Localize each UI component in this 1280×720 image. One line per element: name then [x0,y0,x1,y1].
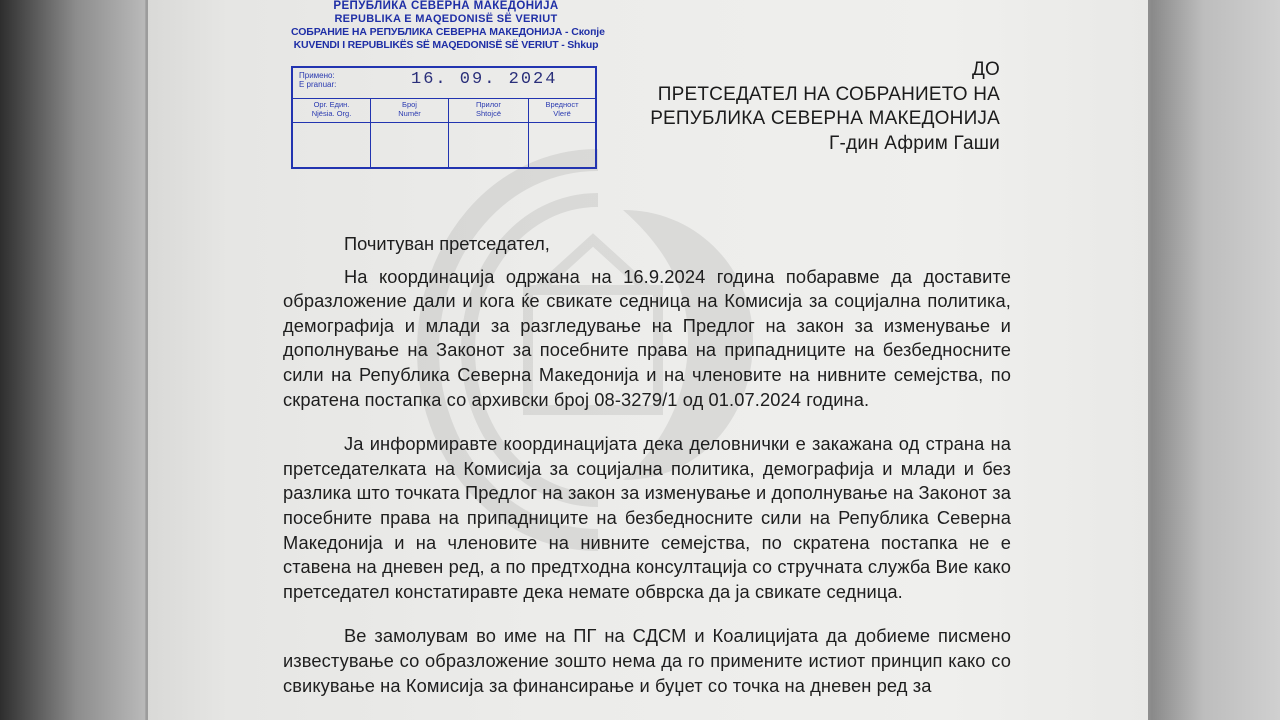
recipient-line-2: РЕПУБЛИКА СЕВЕРНА МАКЕДОНИЈА [650,108,1000,129]
paragraph-2: Ја информиравте координацијата дека деловнички е закажана од страна на претседателката на Комисија за социјална политика, демографија и млади и без разлика што точката Предлог на закон за изменување и дополнување на Законот за посебните права на припадниците на безбедносните сили на Република Северна Македонија и на членовите на нивните семејства, по скратена постапка не е ставена на дневен ред, а по предтходна консултација со стручната служба Вие како претседател констатиравте дека немате обврска да ја свикате седница. [283,433,1011,602]
recipient-line-1: ПРЕТСЕДАТЕЛ НА СОБРАНИЕТО НА [657,83,1000,105]
stamp-line-4: KUVENDI I REPUBLIKËS SË MAQEDONISË SË VERIUT - Shkup [293,39,599,51]
stamp-line-1: РЕПУБЛИКА СЕВЕРНА МАКЕДОНИЈА [333,0,559,12]
letter-paper [148,0,1148,720]
stamp-column-org-unit: Орг. Един. Njësia. Org. [293,99,371,167]
stamp-columns [293,99,595,167]
registry-stamp [291,0,605,172]
stamp-line-3: СОБРАНИЕ НА РЕПУБЛИКА СЕВЕРНА МАКЕДОНИЈА - Скопје [291,26,605,38]
stamp-column-attachment: Прилог Shtojcë [449,99,529,167]
received-label: Примено: E pranuar: [299,71,337,89]
paragraph-1: На координација одржана на 16.9.2024 година побаравме да доставите образложение дали и кога ќе свикате седница на Комисија за социјална политика, демографија и млади за разгледување на Предлог на закон за изменување и дополнување на Законот за посебните права на припадниците на безбедносните сили на Република Северна Македонија и на членовите на нивните семејства, по скратена постапка со архивски број 08-3279/1 од 01.07.2024 година. [283,265,1011,410]
paragraph-3: Ве замолувам во име на ПГ на СДСМ и Коалицијата да добиеме писмено известување со образложение зошто нема да го примените истиот принцип како со свикување на Комисија за финансирање и буџет со точка на дневен ред за [283,625,1011,696]
received-date: 16. 09. 2024 [411,70,558,89]
stamp-line-2: REPUBLIKA E MAQEDONISË SË VERIUT [334,13,558,25]
letter-body [283,232,1011,718]
stamp-column-number: Број Numër [371,99,449,167]
recipient-block [650,58,1000,156]
recipient-name: Г-дин Африм Гаши [829,132,1000,154]
recipient-to: ДО [971,59,1000,80]
salutation: Почитуван претседател, [344,233,550,254]
stamp-received-row [293,68,595,99]
stamp-column-value: Вредност Vlerë [529,99,595,167]
stamp-table [291,66,597,169]
